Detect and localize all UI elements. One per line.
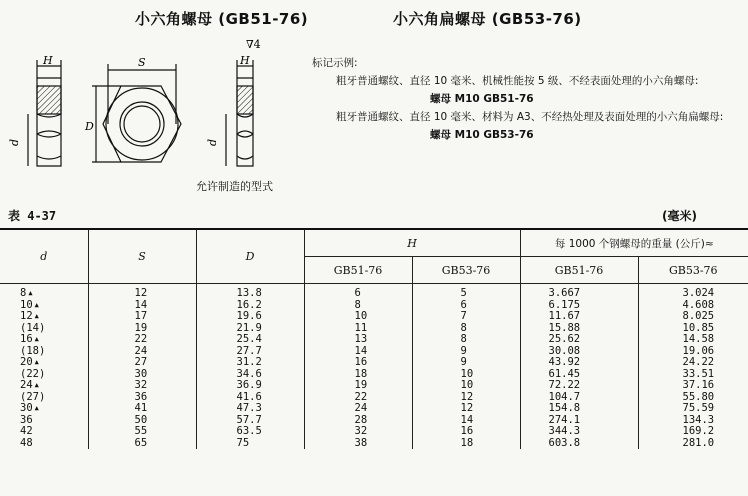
nut-dimension-table [0, 228, 748, 449]
header-weight: 每 1000 个钢螺母的重量 (公斤)≈ [520, 229, 748, 257]
cell-S: 55 [88, 426, 196, 438]
cell-H-gb51: 13 [304, 334, 412, 346]
table-row [0, 323, 748, 335]
cell-H-gb51: 38 [304, 438, 412, 450]
cell-weight-gb51: 61.45 [520, 369, 638, 381]
cell-weight-gb53: 37.16 [638, 380, 748, 392]
cell-D: 57.7 [196, 415, 304, 427]
cell-weight-gb51: 3.667 [520, 284, 638, 300]
cell-D: 25.4 [196, 334, 304, 346]
notes-example-2: 螺母 M10 GB53-76 [430, 129, 534, 141]
cell-H-gb53: 12 [412, 403, 520, 415]
cell-weight-gb51: 43.92 [520, 357, 638, 369]
cell-d: 16 ▲ [0, 334, 88, 346]
notes-heading: 标记示例: [312, 57, 358, 69]
cell-weight-gb53: 281.0 [638, 438, 748, 450]
cell-d: 8 ▲ [0, 284, 88, 300]
preferred-size-marker: ▲ [28, 289, 33, 297]
cell-weight-gb51: 25.62 [520, 334, 638, 346]
cell-S: 17 [88, 311, 196, 323]
cell-d: 12 ▲ [0, 311, 88, 323]
cell-d: 36 [0, 415, 88, 427]
cell-H-gb51: 19 [304, 380, 412, 392]
cell-weight-gb53: 10.85 [638, 323, 748, 335]
cell-D: 31.2 [196, 357, 304, 369]
front-view-hex [92, 64, 181, 162]
notes-para-1: 粗牙普通螺纹、直径 10 毫米、机械性能按 5 级、不经表面处理的小六角螺母: [336, 75, 699, 87]
cell-weight-gb53: 169.2 [638, 426, 748, 438]
cell-D: 47.3 [196, 403, 304, 415]
cell-S: 30 [88, 369, 196, 381]
dim-D: D [85, 120, 94, 133]
cell-weight-gb53: 4.608 [638, 300, 748, 312]
table-unit: (毫米) [662, 209, 697, 223]
cell-weight-gb51: 344.3 [520, 426, 638, 438]
cell-weight-gb53: 3.024 [638, 284, 748, 300]
side-view-gb53 [226, 60, 253, 166]
cell-H-gb51: 8 [304, 300, 412, 312]
side-view-gb51 [28, 60, 61, 166]
header-weight-gb53: GB53-76 [638, 257, 748, 284]
header-S: S [88, 229, 196, 284]
cell-d: 10 ▲ [0, 300, 88, 312]
table-row [0, 346, 748, 358]
cell-S: 65 [88, 438, 196, 450]
cell-H-gb51: 18 [304, 369, 412, 381]
cell-d: 48 [0, 438, 88, 450]
cell-weight-gb51: 6.175 [520, 300, 638, 312]
dim-H-left: H [43, 54, 53, 67]
preferred-size-marker: ▲ [34, 335, 39, 343]
cell-D: 34.6 [196, 369, 304, 381]
cell-weight-gb53: 134.3 [638, 415, 748, 427]
table-row [0, 380, 748, 392]
cell-D: 36.9 [196, 380, 304, 392]
cell-S: 36 [88, 392, 196, 404]
title-gb53: 小六角扁螺母 (GB53-76) [393, 10, 582, 28]
title-gb51: 小六角螺母 (GB51-76) [135, 10, 309, 28]
cell-d: 24 ▲ [0, 380, 88, 392]
cell-weight-gb53: 19.06 [638, 346, 748, 358]
header-H-gb53: GB53-76 [412, 257, 520, 284]
header-D: D [196, 229, 304, 284]
cell-D: 21.9 [196, 323, 304, 335]
cell-S: 14 [88, 300, 196, 312]
table-row [0, 334, 748, 346]
cell-D: 27.7 [196, 346, 304, 358]
table-row [0, 415, 748, 427]
cell-S: 50 [88, 415, 196, 427]
cell-weight-gb53: 24.22 [638, 357, 748, 369]
cell-D: 75 [196, 438, 304, 450]
table-row [0, 426, 748, 438]
cell-weight-gb51: 154.8 [520, 403, 638, 415]
table-row [0, 284, 748, 300]
cell-H-gb51: 16 [304, 357, 412, 369]
dim-d-left: d [8, 138, 21, 146]
cell-d: 20 ▲ [0, 357, 88, 369]
table-row [0, 311, 748, 323]
cell-weight-gb51: 30.08 [520, 346, 638, 358]
cell-H-gb53: 18 [412, 438, 520, 450]
cell-H-gb51: 22 [304, 392, 412, 404]
cell-H-gb51: 11 [304, 323, 412, 335]
header-H: H [304, 229, 520, 257]
cell-weight-gb51: 11.67 [520, 311, 638, 323]
drawing-caption: 允许制造的型式 [196, 180, 273, 193]
cell-weight-gb51: 72.22 [520, 380, 638, 392]
cell-H-gb53: 5 [412, 284, 520, 300]
cell-D: 41.6 [196, 392, 304, 404]
preferred-size-marker: ▲ [34, 404, 39, 412]
cell-H-gb53: 6 [412, 300, 520, 312]
notes-example-1: 螺母 M10 GB51-76 [430, 93, 534, 105]
cell-D: 19.6 [196, 311, 304, 323]
preferred-size-marker: ▲ [34, 300, 39, 309]
table-row [0, 300, 748, 312]
cell-H-gb53: 10 [412, 380, 520, 392]
cell-H-gb53: 8 [412, 334, 520, 346]
cell-S: 32 [88, 380, 196, 392]
header-H-gb51: GB51-76 [304, 257, 412, 284]
cell-D: 63.5 [196, 426, 304, 438]
cell-H-gb53: 10 [412, 369, 520, 381]
cell-H-gb53: 12 [412, 392, 520, 404]
table-row [0, 392, 748, 404]
cell-H-gb53: 14 [412, 415, 520, 427]
cell-H-gb53: 9 [412, 357, 520, 369]
cell-H-gb51: 14 [304, 346, 412, 358]
dim-H-right: H [240, 54, 250, 67]
header-weight-gb51: GB51-76 [520, 257, 638, 284]
marking-examples [312, 54, 737, 144]
cell-H-gb51: 28 [304, 415, 412, 427]
cell-d: 30 ▲ [0, 403, 88, 415]
cell-H-gb51: 32 [304, 426, 412, 438]
cell-S: 19 [88, 323, 196, 335]
cell-H-gb53: 16 [412, 426, 520, 438]
dim-d-right: d [206, 138, 219, 146]
table-row [0, 357, 748, 369]
cell-weight-gb53: 8.025 [638, 311, 748, 323]
cell-S: 41 [88, 403, 196, 415]
cell-d: (14) [0, 323, 88, 335]
cell-d: (22) [0, 369, 88, 381]
table-row [0, 369, 748, 381]
cell-H-gb53: 9 [412, 346, 520, 358]
cell-weight-gb53: 14.58 [638, 334, 748, 346]
cell-D: 13.8 [196, 284, 304, 300]
preferred-size-marker: ▲ [34, 312, 39, 320]
cell-weight-gb51: 15.88 [520, 323, 638, 335]
cell-weight-gb53: 75.59 [638, 403, 748, 415]
cell-weight-gb51: 603.8 [520, 438, 638, 450]
header-d: d [0, 229, 88, 284]
notes-para-2: 粗牙普通螺纹、直径 10 毫米、材料为 A3、不经热处理及表面处理的小六角扁螺母: [336, 111, 724, 123]
cell-d: (27) [0, 392, 88, 404]
cell-weight-gb53: 33.51 [638, 369, 748, 381]
dim-S: S [138, 56, 146, 69]
cell-S: 12 [88, 284, 196, 300]
table-row [0, 403, 748, 415]
cell-S: 24 [88, 346, 196, 358]
cell-H-gb53: 8 [412, 323, 520, 335]
surface-finish-symbol: ∇4 [246, 38, 261, 51]
cell-weight-gb51: 104.7 [520, 392, 638, 404]
cell-d: (18) [0, 346, 88, 358]
preferred-size-marker: ▲ [34, 381, 39, 389]
cell-H-gb51: 24 [304, 403, 412, 415]
cell-H-gb51: 10 [304, 311, 412, 323]
cell-weight-gb51: 274.1 [520, 415, 638, 427]
preferred-size-marker: ▲ [34, 358, 39, 366]
cell-S: 22 [88, 334, 196, 346]
cell-S: 27 [88, 357, 196, 369]
cell-H-gb53: 7 [412, 311, 520, 323]
cell-D: 16.2 [196, 300, 304, 312]
table-row [0, 438, 748, 450]
table-number: 表 4-37 [8, 209, 57, 223]
cell-d: 42 [0, 426, 88, 438]
cell-H-gb51: 6 [304, 284, 412, 300]
cell-weight-gb53: 55.80 [638, 392, 748, 404]
